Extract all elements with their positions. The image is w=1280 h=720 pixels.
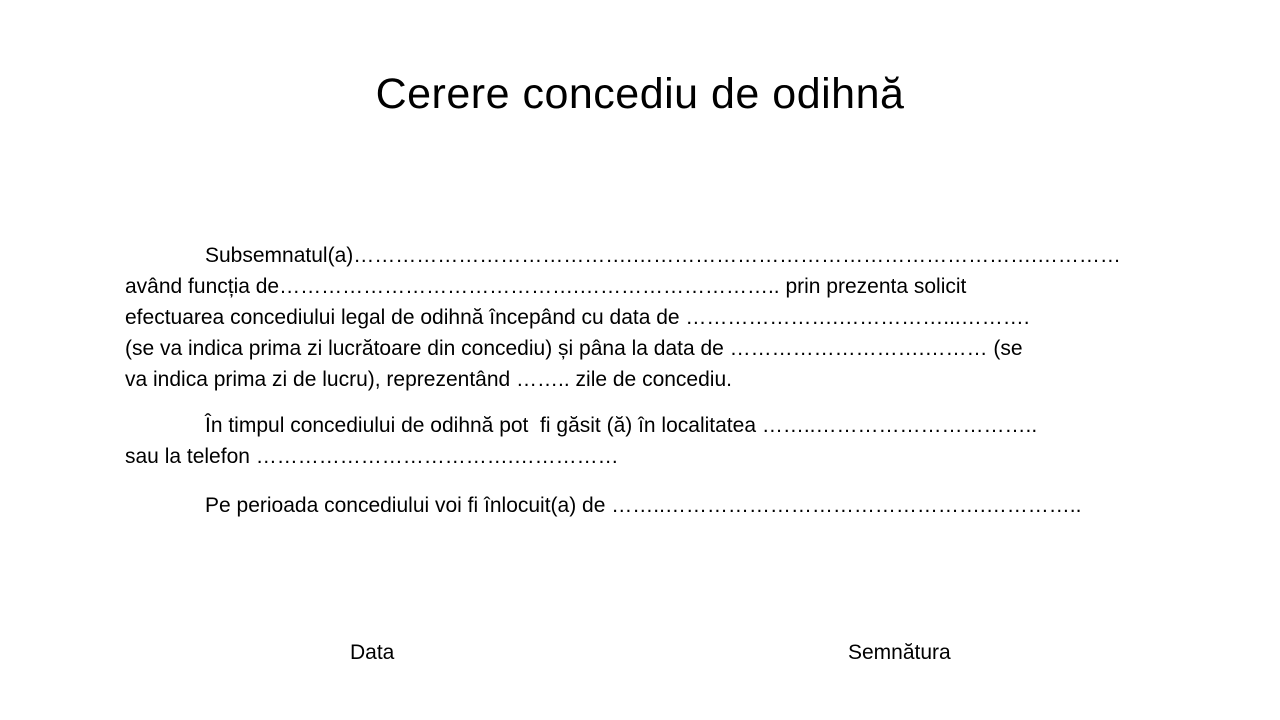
paragraph-contact	[125, 410, 1195, 472]
line-data-inceput-blank: efectuarea concediului legal de odihnă începând cu data de ………………….……………...……….	[125, 306, 1030, 329]
line-localitatea-blank: În timpul concediului de odihnă pot fi găsit (ă) în localitatea ……..…………………………..	[205, 414, 1038, 437]
line-inlocuitor-blank: Pe perioada concediului voi fi înlocuit(a) de ……..……………………………………….…………..	[205, 494, 1082, 517]
line-data-sfarsit-blank: (se va indica prima zi lucrătoare din concediu) și pâna la data de ……………………….……… (se	[125, 337, 1023, 360]
line-functia-blank: având funcția de…………………………………….……………………….. prin prezenta solicit	[125, 275, 967, 298]
signature-label: Semnătura	[848, 641, 951, 664]
paragraph-applicant	[125, 240, 1195, 395]
line-subsemnatul-blank: Subsemnatul(a)………………………………….………………………………………………….…………	[205, 244, 1121, 267]
date-label: Data	[350, 641, 395, 664]
page-title: Cerere concediu de odihnă	[375, 70, 905, 118]
line-telefon-blank: sau la telefon ……………………………….……………	[125, 445, 619, 468]
line-zile-concediu-blank: va indica prima zi de lucru), reprezentând …….. zile de concediu.	[125, 368, 732, 391]
paragraph-replacement	[125, 490, 1195, 521]
document-body	[125, 240, 1195, 521]
